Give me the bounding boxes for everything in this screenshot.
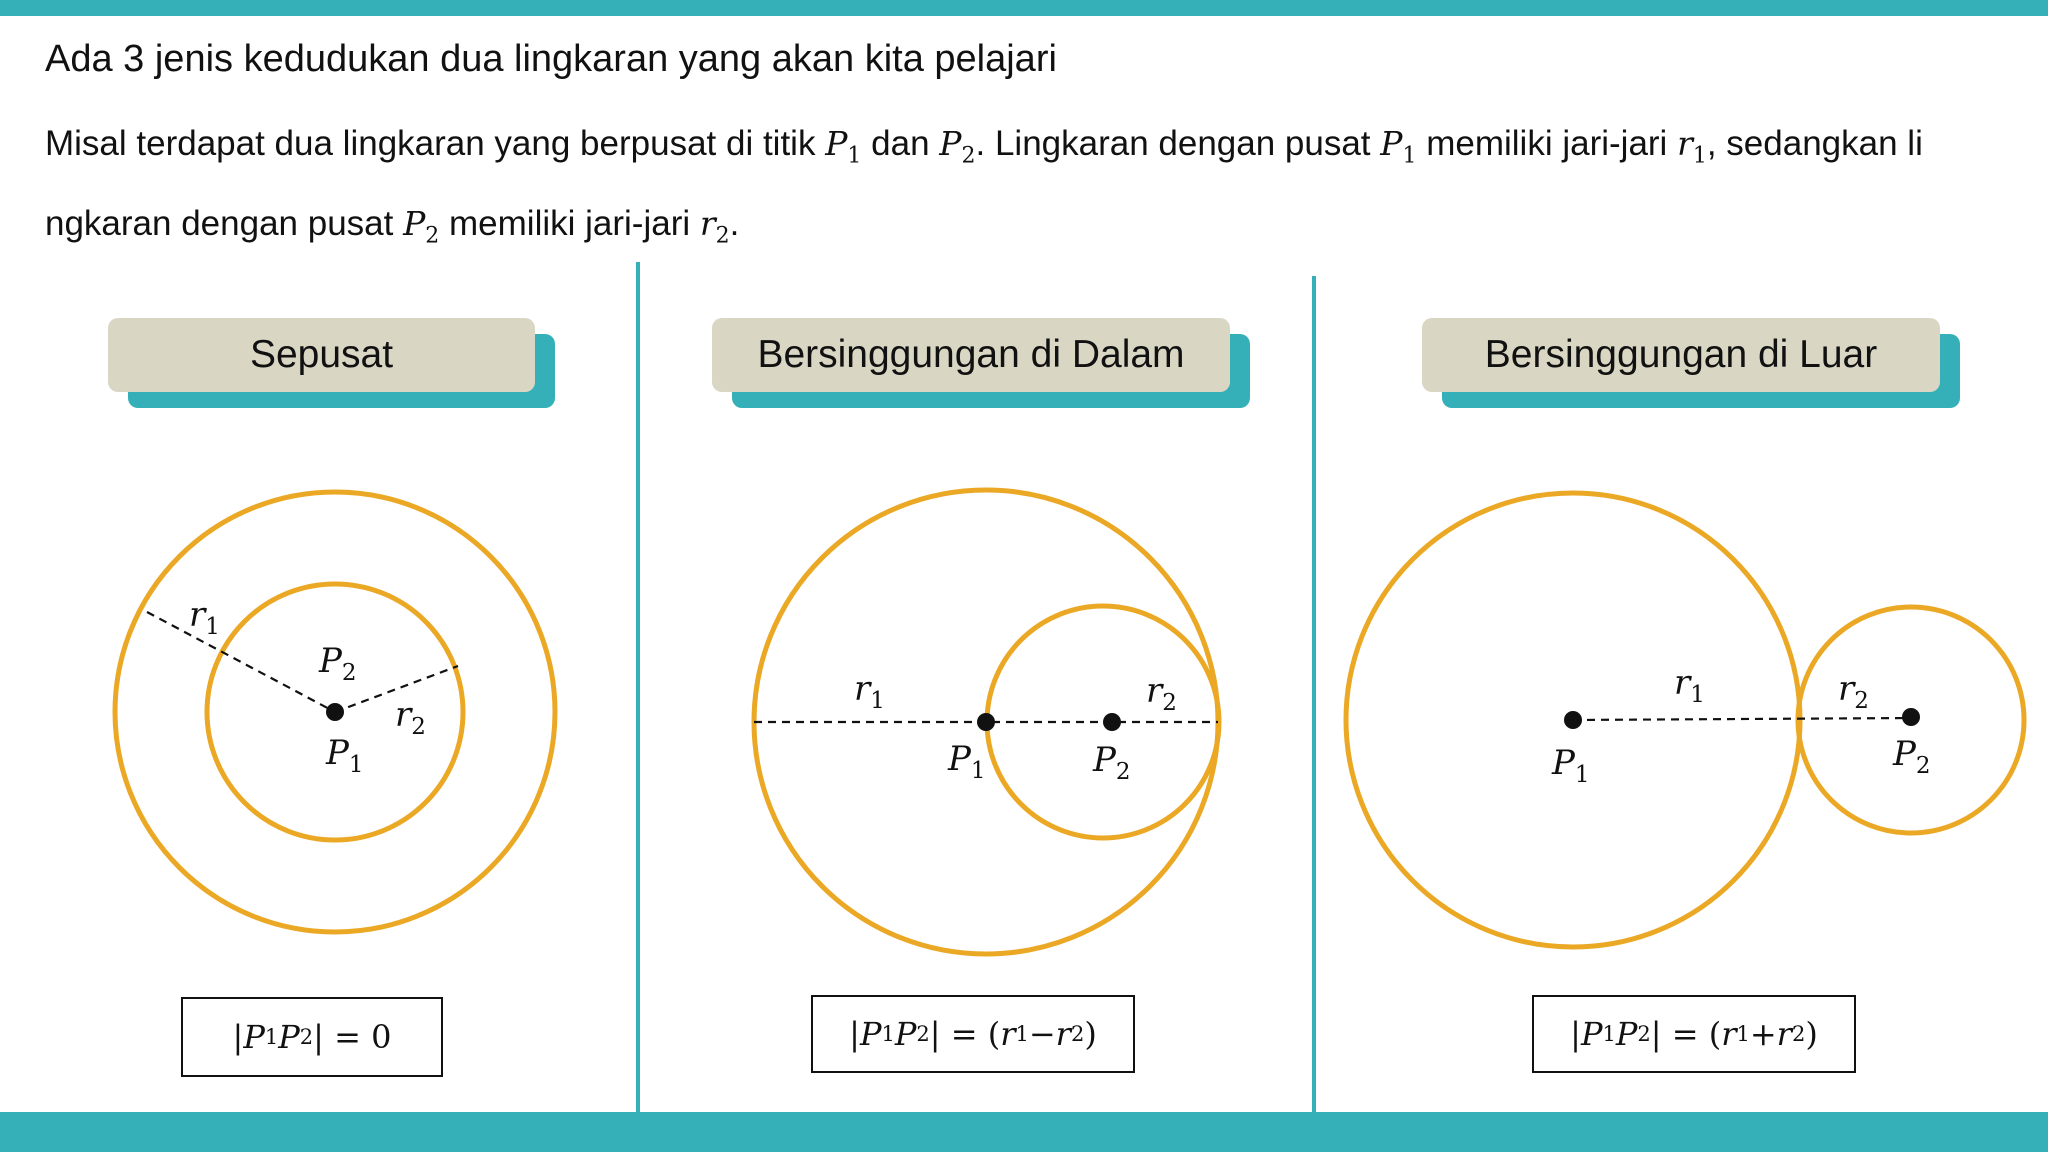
math-P1: $P_1$ [825, 124, 862, 169]
luar-P1-point [1564, 711, 1582, 729]
intro-line-2: ngkaran dengan pusat $P_2$ memiliki jari-jari $r_2$. [45, 203, 740, 249]
panel-title-sepusat: Sepusat [108, 318, 535, 392]
luar-label-r1: $r_1$ [1674, 663, 1705, 708]
dalam-P2-point [1103, 713, 1121, 731]
sepusat-label-r2: $r_2$ [395, 695, 426, 740]
panel-title-bersinggungan-dalam: Bersinggungan di Dalam [712, 318, 1230, 392]
luar-label-P2: $P_2$ [1893, 734, 1931, 779]
dalam-label-r1: $r_1$ [854, 669, 885, 714]
math-P2: $P_2$ [403, 203, 440, 249]
luar-P2-point [1902, 708, 1920, 726]
math-r1: $r_1$ [1677, 124, 1707, 169]
intro-line-1: Misal terdapat dua lingkaran yang berpusat di titik $P_1$ dan $P_2$. Lingkaran dengan pusat $P_1$ memiliki jari-jari $r_1$, sedangkan li [45, 124, 1923, 169]
sepusat-label-r1: $r_1$ [189, 595, 220, 640]
bottom-accent-bar [0, 1112, 2048, 1152]
sepusat-label-P2: $P_2$ [319, 641, 357, 686]
dalam-label-P1: $P_1$ [948, 739, 986, 784]
luar-center-line [1573, 718, 1911, 720]
formula-bersinggungan-dalam: | P 1 P 2 | = ( r 1 − r 2 ) [811, 995, 1135, 1073]
luar-label-P1: $P_1$ [1552, 743, 1590, 788]
sepusat-label-P1: $P_1$ [326, 733, 364, 778]
panel-title-bersinggungan-luar: Bersinggungan di Luar [1422, 318, 1940, 392]
luar-label-r2: $r_2$ [1838, 669, 1869, 714]
formula-bersinggungan-luar: | P 1 P 2 | = ( r 1 + r 2 ) [1532, 995, 1856, 1073]
dalam-label-r2: $r_2$ [1146, 671, 1177, 716]
sepusat-center-point [326, 703, 344, 721]
dalam-P1-point [977, 713, 995, 731]
dalam-label-P2: $P_2$ [1093, 740, 1131, 785]
math-P2: $P_2$ [939, 124, 976, 169]
math-P1: $P_1$ [1380, 124, 1417, 169]
formula-sepusat: | P 1 P 2 | = 0 [181, 997, 443, 1077]
page-heading: Ada 3 jenis kedudukan dua lingkaran yang akan kita pelajari [45, 38, 1057, 80]
math-r2: $r_2$ [699, 203, 730, 249]
